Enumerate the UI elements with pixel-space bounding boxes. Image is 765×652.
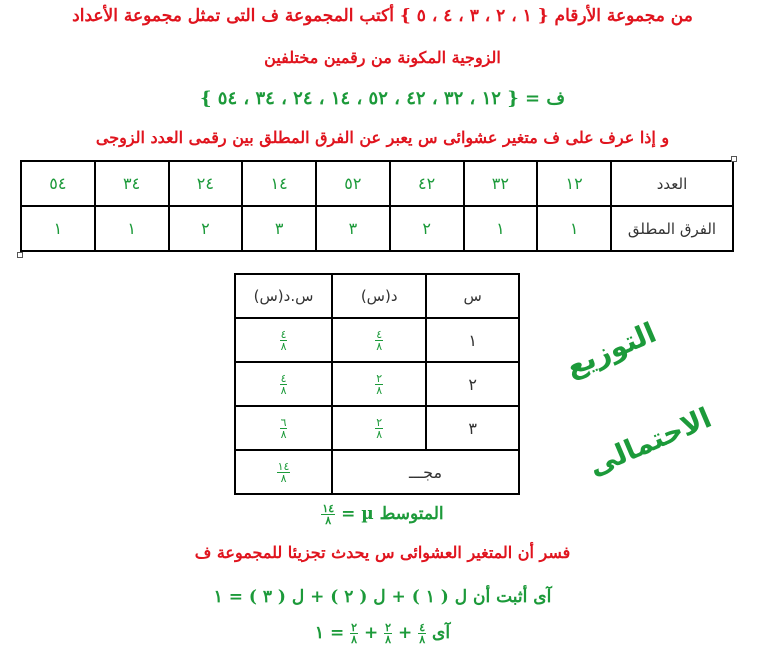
proof-line: آى أثبت أن ل ( ١ ) + ل ( ٢ ) + ل ( ٣ ) = ١ (213, 587, 552, 607)
table-row (235, 450, 519, 494)
diff-cell: ١ (21, 206, 95, 251)
fraction: $\frac{٢}{٨}$ (376, 415, 383, 441)
intro-line-1: من مجموعة الأرقام { ١ ، ٢ ، ٣ ، ٤ ، ٥ } أكتب المجموعة ف التى تمثل مجموعة الأعداد (72, 6, 693, 26)
number-cell: ٤٢ (390, 161, 464, 206)
p-cell (332, 406, 426, 450)
resize-handle[interactable] (731, 156, 737, 162)
table-row (21, 206, 733, 251)
x-value: ٣ (426, 406, 519, 450)
number-cell: ٣٤ (95, 161, 169, 206)
p-cell (332, 362, 426, 406)
xp-cell (235, 362, 332, 406)
row-header-number: العدد (611, 161, 733, 206)
row-header-diff: الفرق المطلق (611, 206, 733, 251)
intro-line-4: و إذا عرف على ف متغير عشوائى س يعبر عن الفرق المطلق بين رقمى العدد الزوجى (95, 128, 670, 147)
diff-cell: ٣ (316, 206, 390, 251)
diff-cell: ١ (464, 206, 538, 251)
diff-cell: ١ (537, 206, 611, 251)
xp-cell (235, 318, 332, 362)
fraction: $\frac{٤}{٨}$ (280, 327, 287, 353)
diff-cell: ١ (95, 206, 169, 251)
table-row (235, 274, 519, 318)
header-x: س (426, 274, 519, 318)
header-xpx: س.د(س) (235, 274, 332, 318)
fraction: $\frac{٢}{٨}$ (376, 371, 383, 397)
x-value: ١ (426, 318, 519, 362)
diff-cell: ٢ (169, 206, 243, 251)
table-row (235, 406, 519, 450)
resize-handle[interactable] (17, 252, 23, 258)
mean-line: المتوسط µ = $\frac{١٤}{٨}$ (322, 502, 444, 527)
fraction: $\frac{٤}{٨}$ (419, 621, 426, 646)
number-cell: ٣٢ (464, 161, 538, 206)
table-row (21, 161, 733, 206)
header-px: د(س) (332, 274, 426, 318)
number-cell: ٥٢ (316, 161, 390, 206)
final-sum-line: آى $\frac{٤}{٨}$ + $\frac{٢}{٨}$ + $\frac{٢}{٨}$ = ١ (314, 621, 451, 646)
number-cell: ٢٤ (169, 161, 243, 206)
sum-label: مجـــ (332, 450, 519, 494)
set-definition: ف = { ١٢ ، ٣٢ ، ٤٢ ، ٥٢ ، ١٤ ، ٢٤ ، ٣٤ ، ٥٤ } (199, 88, 566, 109)
number-cell: ٥٤ (21, 161, 95, 206)
intro-line-2: الزوجية المكونة من رقمين مختلفين (264, 48, 501, 67)
fraction: $\frac{٢}{٨}$ (351, 621, 358, 646)
fraction: $\frac{١٤}{٨}$ (277, 459, 290, 485)
fraction: $\frac{٤}{٨}$ (376, 327, 383, 353)
final-result: ١ (314, 623, 325, 643)
sum-cell (235, 450, 332, 494)
p-cell (332, 318, 426, 362)
fraction: $\frac{٢}{٨}$ (385, 621, 392, 646)
number-cell: ١٢ (537, 161, 611, 206)
table-row (235, 362, 519, 406)
fraction: $\frac{٤}{٨}$ (280, 371, 287, 397)
diff-cell: ٢ (390, 206, 464, 251)
numbers-table (20, 160, 734, 252)
mean-symbol: µ (361, 504, 374, 524)
distribution-table (234, 273, 520, 495)
fraction: $\frac{٦}{٨}$ (280, 415, 287, 441)
explain-line: فسر أن المتغير العشوائى س يحدث تجزيئا للمجموعة ف (194, 543, 571, 562)
xp-cell (235, 406, 332, 450)
diff-cell: ٣ (242, 206, 316, 251)
final-prefix: آى (432, 623, 451, 643)
mean-label: المتوسط (379, 504, 444, 524)
table-row (235, 318, 519, 362)
distribution-stamp: التوزيع الاحتمالى (560, 315, 717, 483)
x-value: ٢ (426, 362, 519, 406)
number-cell: ١٤ (242, 161, 316, 206)
mean-fraction: $\frac{١٤}{٨}$ (322, 502, 335, 527)
